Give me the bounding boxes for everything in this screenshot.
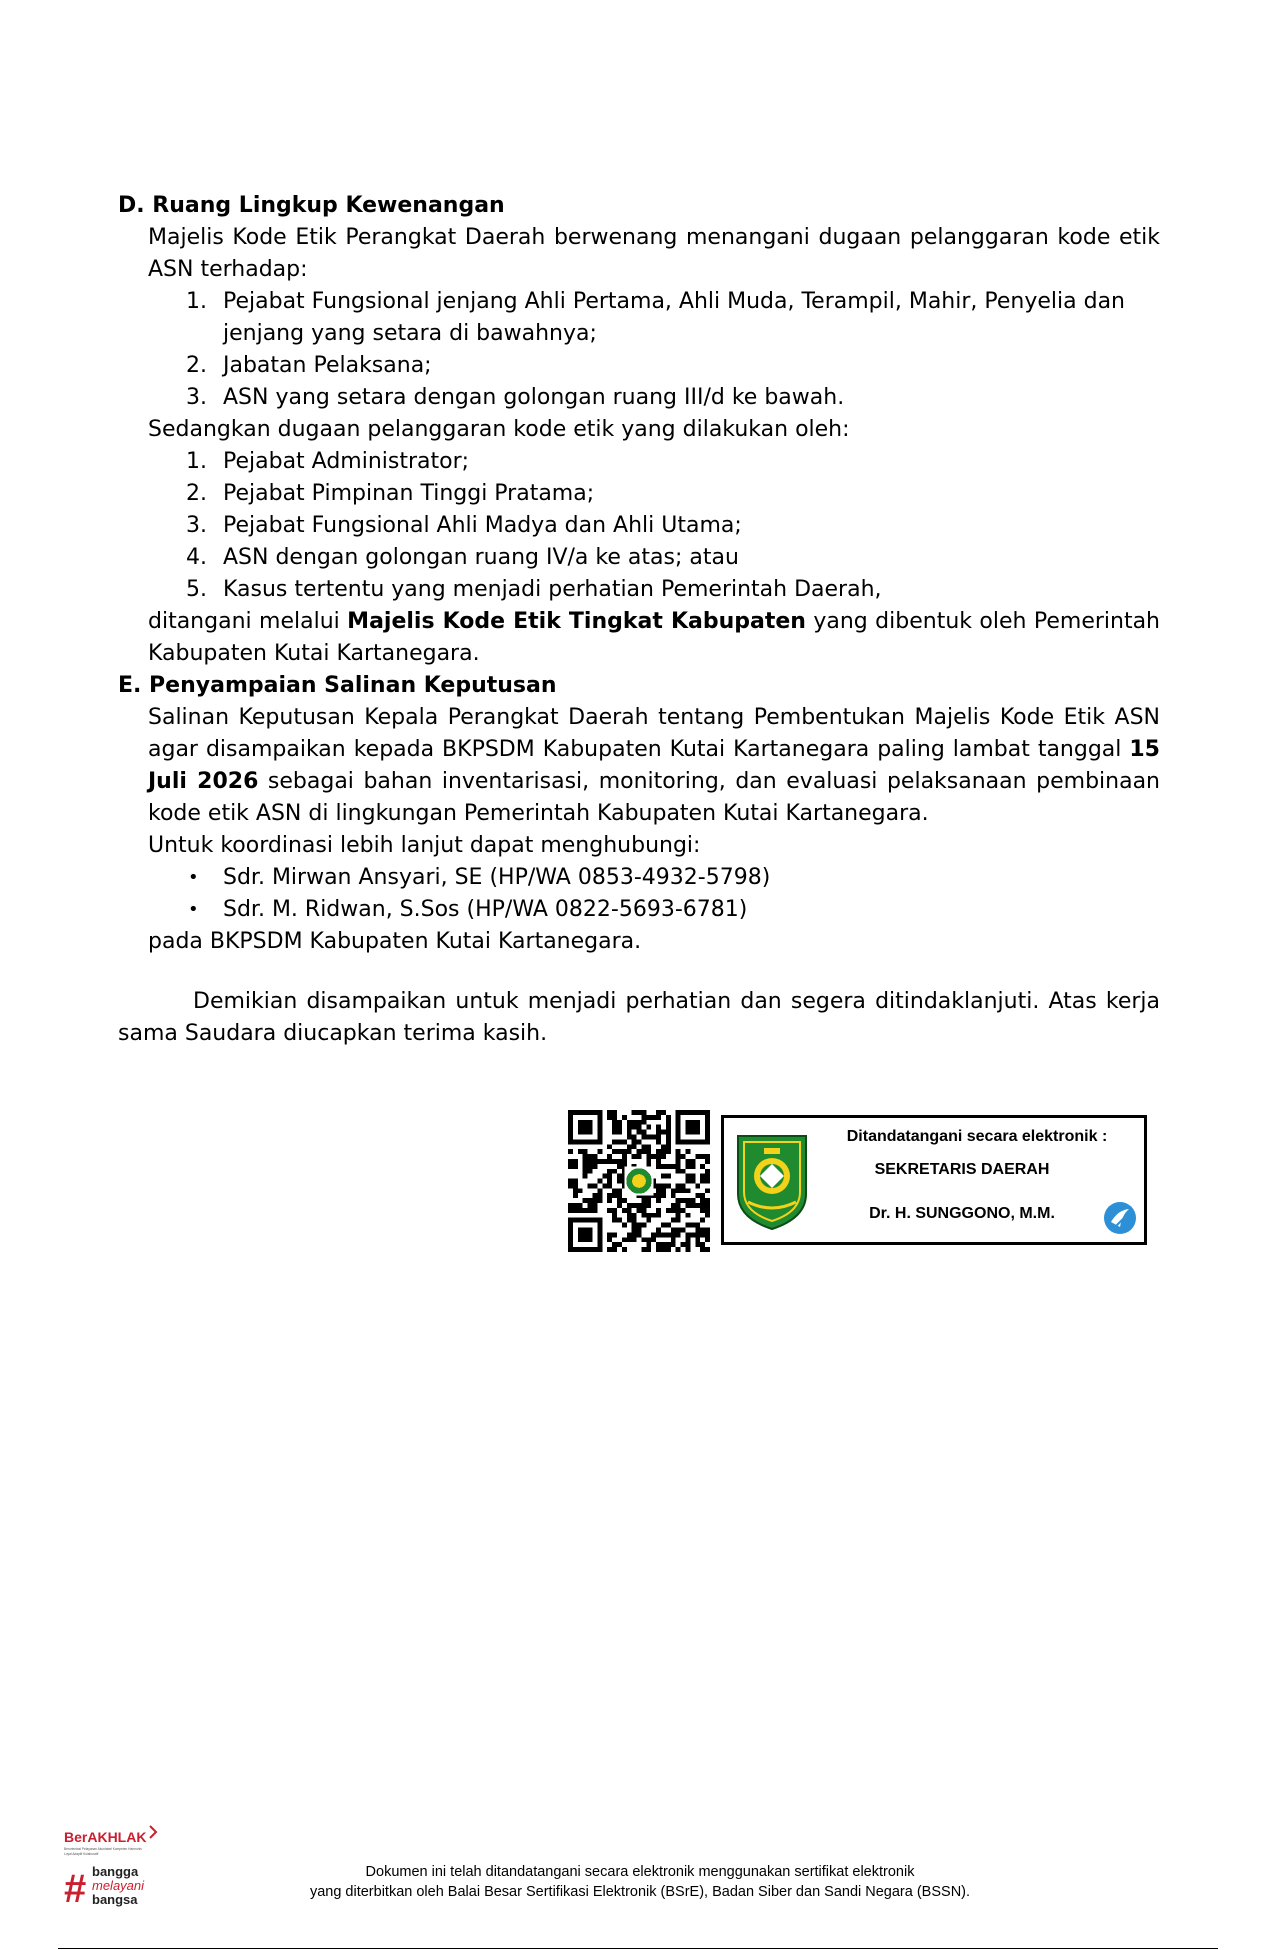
- section-d-list-1: [148, 286, 1160, 414]
- signature-caption: Ditandatangani secara elektronik :: [846, 1128, 1108, 1145]
- berakhlak-logo: [64, 1824, 164, 1862]
- list-item: 1. Pejabat Administrator;: [186, 449, 470, 474]
- footer-divider: [58, 1948, 1218, 1949]
- closing-paragraph: Demikian disampaikan untuk menjadi perhatian dan segera ditindaklanjuti. Atas kerja sama Saudara diucapkan terima kasih.: [118, 989, 1160, 1046]
- section-d-closing: ditangani melalui Majelis Kode Etik Tingkat Kabupaten yang dibentuk oleh Pemerintah Kabupaten Kutai Kartanegara.: [148, 609, 1161, 666]
- list-item: 2. Pejabat Pimpinan Tinggi Pratama;: [186, 481, 595, 506]
- svg-text:Loyal Adaptif Kolaboratif: Loyal Adaptif Kolaboratif: [64, 1852, 99, 1856]
- contact-item: • Sdr. M. Ridwan, S.Sos (HP/WA 0822-5693-6781): [188, 897, 748, 922]
- qr-code: [568, 1110, 710, 1252]
- list-item: 3. ASN yang setara dengan golongan ruang III/d ke bawah.: [186, 385, 845, 410]
- list-item: 3. Pejabat Fungsional Ahli Madya dan Ahli Utama;: [186, 513, 742, 538]
- contact-list: [148, 862, 1160, 926]
- e-signature-box: [721, 1115, 1147, 1245]
- contact-outro: pada BKPSDM Kabupaten Kutai Kartanegara.: [148, 929, 642, 954]
- signer-name: Dr. H. SUNGGONO, M.M.: [869, 1205, 1055, 1222]
- svg-text:melayani: melayani: [92, 1878, 145, 1893]
- section-e-body: [118, 702, 1160, 958]
- section-d-intro: Majelis Kode Etik Perangkat Daerah berwenang menangani dugaan pelanggaran kode etik ASN terhadap:: [148, 225, 1160, 282]
- section-e-title: E. Penyampaian Salinan Keputusan: [118, 673, 557, 698]
- contact-item: • Sdr. Mirwan Ansyari, SE (HP/WA 0853-4932-5798): [188, 865, 771, 890]
- svg-text:#: #: [64, 1867, 87, 1910]
- bangga-melayani-bangsa-logo: [64, 1864, 164, 1910]
- signer-position: SEKRETARIS DAERAH: [874, 1161, 1050, 1178]
- footer-disclaimer: [230, 1862, 1050, 1902]
- section-d-list-2: [148, 446, 1160, 606]
- footer-line-1: Dokumen ini telah ditandatangani secara elektronik menggunakan sertifikat elektronik: [365, 1864, 915, 1880]
- svg-text:BerAKHLAK: BerAKHLAK: [64, 1829, 147, 1845]
- svg-text:Berorientasi Pelayanan Akuntab: Berorientasi Pelayanan Akuntabel Kompeten Harmonis: [64, 1847, 142, 1851]
- section-d-mid: Sedangkan dugaan pelanggaran kode etik yang dilakukan oleh:: [148, 417, 850, 442]
- list-item: 4. ASN dengan golongan ruang IV/a ke atas; atau: [186, 545, 739, 570]
- section-d-body: [118, 222, 1160, 670]
- list-item: 5. Kasus tertentu yang menjadi perhatian Pemerintah Daerah,: [186, 577, 882, 602]
- letter-body: [118, 190, 1160, 1050]
- section-e-paragraph: Salinan Keputusan Kepala Perangkat Daerah tentang Pembentukan Majelis Kode Etik ASN agar disampaikan kepada BKPSDM Kabupaten Kutai Kartanegara paling lambat tanggal 15 Juli 2026 sebagai bahan inventarisasi, monitoring, dan evaluasi pelaksanaan pembinaan kode etik ASN di lingkungan Pemerintah Kabupaten Kutai Kartanegara.: [148, 705, 1160, 826]
- section-d-title: D. Ruang Lingkup Kewenangan: [118, 193, 505, 218]
- contact-intro: Untuk koordinasi lebih lanjut dapat menghubungi:: [148, 833, 701, 858]
- list-item: 2. Jabatan Pelaksana;: [186, 353, 432, 378]
- list-item: 1. Pejabat Fungsional jenjang Ahli Pertama, Ahli Muda, Terampil, Mahir, Penyelia dan jenjang yang setara di bawahnya;: [186, 289, 1125, 346]
- kutai-kartanegara-emblem-icon: [734, 1132, 810, 1232]
- footer-line-2: yang diterbitkan oleh Balai Besar Sertifikasi Elektronik (BSrE), Badan Siber dan Sandi Negara (BSSN).: [309, 1884, 971, 1900]
- svg-text:bangsa: bangsa: [92, 1892, 138, 1907]
- bsre-logo-icon: [1102, 1200, 1138, 1236]
- svg-text:bangga: bangga: [92, 1864, 139, 1879]
